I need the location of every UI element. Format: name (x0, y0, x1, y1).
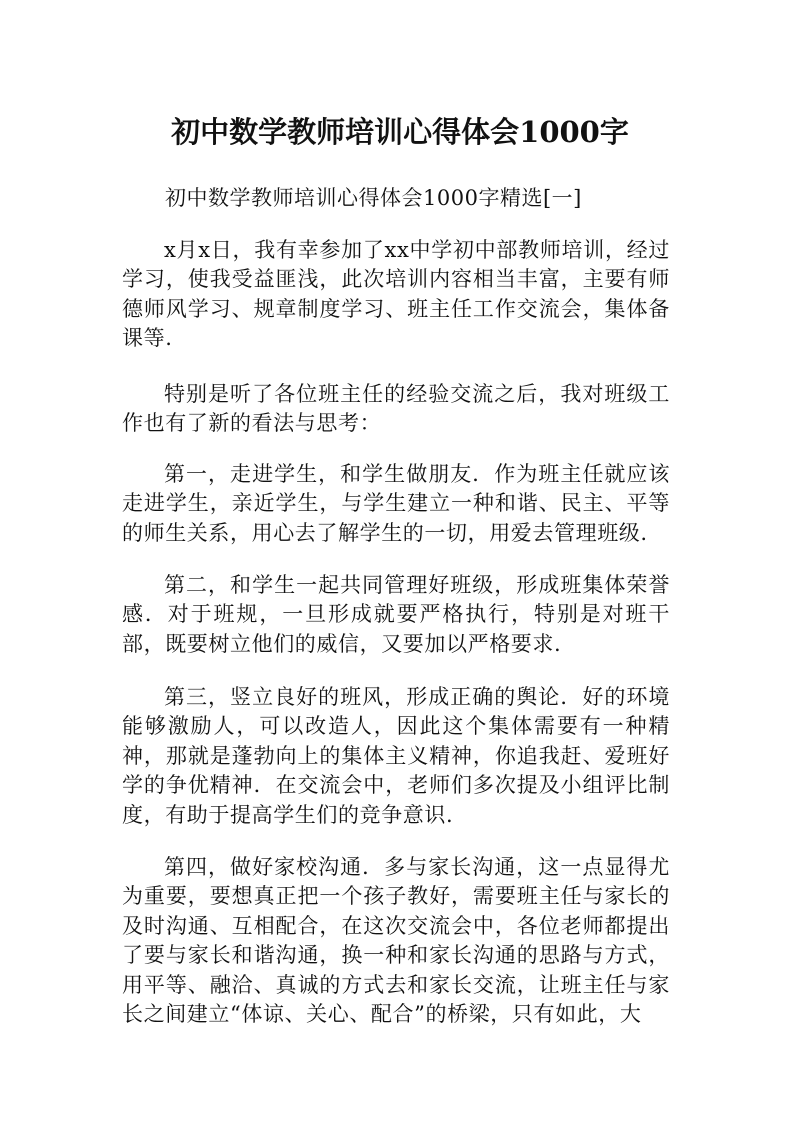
paragraph-intro: x月x日，我有幸参加了xx中学初中部教师培训，经过学习，使我受益匪浅，此次培训内容相当丰富，主要有师德师风学习、规章制度学习、班主任工作交流会，集体备课等. (122, 238, 670, 351)
document-title: 初中数学教师培训心得体会1000字 (171, 115, 629, 149)
paragraph-reflection: 特别是听了各位班主任的经验交流之后，我对班级工作也有了新的看法与思考： (122, 382, 670, 436)
paragraph-point-two: 第二，和学生一起共同管理好班级，形成班集体荣誉感．对于班规，一旦形成就要严格执行，特别是对班干部，既要树立他们的威信，又要加以严格要求. (122, 573, 670, 656)
paragraph-point-one: 第一，走进学生，和学生做朋友．作为班主任就应该走进学生，亲近学生，与学生建立一种和谐、民主、平等的师生关系，用心去了解学生的一切，用爱去管理班级. (122, 462, 670, 545)
paragraph-point-four: 第四，做好家校沟通．多与家长沟通，这一点显得尤为重要，要想真正把一个孩子教好，需要班主任与家长的及时沟通、互相配合，在这次交流会中，各位老师都提出了要与家长和谐沟通，换一种和家长沟通的思路与方式，用平等、融洽、真诚的方式去和家长交流，让班主任与家长之间建立“体谅、关心、配合”的桥梁，只有如此，大 (122, 855, 670, 1027)
document-subtitle: 初中数学教师培训心得体会1000字精选[一] (165, 186, 582, 210)
paragraph-point-three: 第三，竖立良好的班风，形成正确的舆论．好的环境能够激励人，可以改造人，因此这个集体需要有一种精神，那就是蓬勃向上的集体主义精神，你追我赶、爱班好学的争优精神．在交流会中，老师们多次提及小组评比制度，有助于提高学生们的竞争意识. (122, 685, 670, 827)
